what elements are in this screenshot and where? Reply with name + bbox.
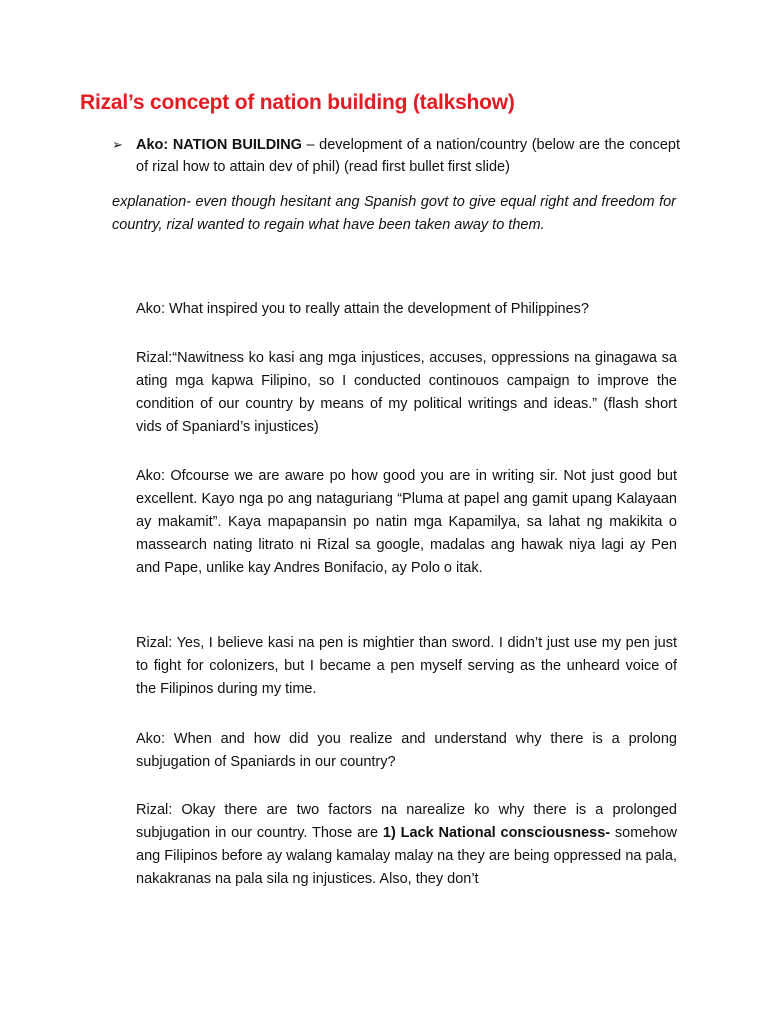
dialogue-line-2 <box>136 347 677 439</box>
dialogue-line-3 <box>136 465 677 580</box>
speaker-label: Ako: <box>136 301 166 317</box>
dialogue-line-1 <box>136 298 677 321</box>
dialogue-line-4 <box>136 632 677 701</box>
speaker-label: Rizal: <box>136 635 173 651</box>
dialogue-line-5 <box>136 728 677 774</box>
dialogue-line-6 <box>136 799 677 891</box>
dialogue-text: “Nawitness ko kasi ang mga injustices, accuses, oppressions na ginagawa sa ating mga kapwa Filipino, so I conducted continouos campaign to improve the condition of our country by means of my political writings and ideas.” (flash short vids of Spaniard’s injustices) <box>136 350 677 435</box>
dialogue-text: What inspired you to really attain the development of Philippines? <box>165 301 589 317</box>
dialogue-text: Ofcourse we are aware po how good you are in writing sir. Not just good but excellent. Kayo nga po ang nataguriang “Pluma at papel ang gamit upang Kalayaan ay makamit”. Kaya mapapansin po natin mga Kapamilya, sa lahat ng makikita o massearch nating litrato ni Rizal sa google, madalas ang hawak niya lagi ay Pen and Pape, unlike kay Andres Bonifacio, ay Polo o itak. <box>136 468 677 576</box>
document-title: Rizal’s concept of nation building (talkshow) <box>80 91 515 114</box>
nation-building-bullet <box>112 134 680 178</box>
dialogue-text: Okay there are two factors na narealize ko why there is a prolonged subjugation in our country. Those are <box>136 802 677 841</box>
bullet-definition: – development of a nation/country (below are the concept of rizal how to attain dev of phil) (read first bullet first slide) <box>136 137 680 175</box>
bullet-text <box>136 134 680 178</box>
speaker-label: Ako: <box>136 468 166 484</box>
speaker-label: Ako: <box>136 731 166 747</box>
bullet-term: NATION BUILDING <box>172 137 302 153</box>
arrow-bullet-icon: ➢ <box>112 137 123 152</box>
explanation-text: explanation- even though hesitant ang Spanish govt to give equal right and freedom for country, rizal wanted to regain what have been taken away to them. <box>112 194 676 233</box>
speaker-label: Rizal: <box>136 802 173 818</box>
speaker-label: Rizal: <box>136 350 173 366</box>
dialogue-text-continued: somehow ang Filipinos before ay walang kamalay malay na they are being oppressed na pala, nakakranas na pala sila ng injustices. Also, they don’t <box>136 825 677 887</box>
bullet-label: Ako: <box>136 137 169 153</box>
dialogue-text: When and how did you realize and understand why there is a prolong subjugation of Spaniards in our country? <box>136 731 677 770</box>
dialogue-text: Yes, I believe kasi na pen is mightier than sword. I didn’t just use my pen just to fight for colonizers, but I became a pen myself serving as the unheard voice of the Filipinos during my time. <box>136 635 677 697</box>
factor-emphasis: 1) Lack National consciousness- <box>382 825 611 841</box>
